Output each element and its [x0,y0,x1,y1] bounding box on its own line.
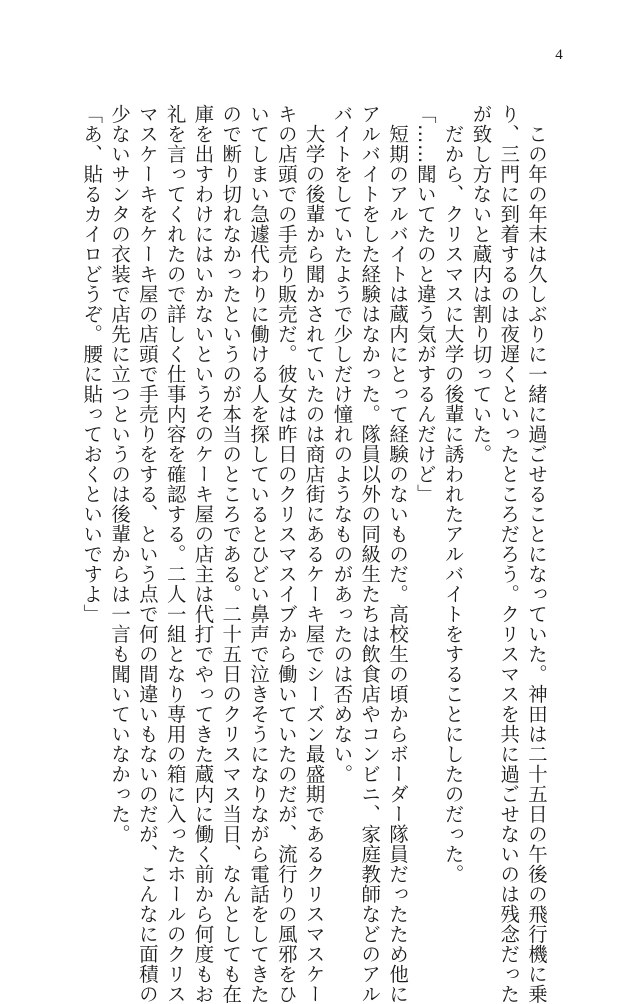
text-line: 庫を出すわけにはいかないというそのケーキ屋の店主は代打でやってきた蔵内に働く前から何度もお [191,104,215,1004]
text-line: いてしまい急遽代わりに働ける人を探しているとひどい鼻声で泣きそうになりながら電話をしてきた [247,104,271,1004]
dialogue-line: 「あ、貼るカイロどうぞ。腰に貼っておくといいですよ」 [80,104,104,624]
text-line: が致し方ないと蔵内は割り切っていた。 [469,104,493,464]
text-line: キの店頭での手売り販売だ。彼女は昨日のクリスマスイブから働いていたのだが、流行りの風邪をひ [274,104,298,1004]
text-line: この年の年末は久しぶりに一緒に過ごせることになっていた。神田は二十五日の午後の飛行機に乗 [525,104,548,1004]
vertical-body-text [80,104,550,1004]
page-number: 4 [555,47,563,63]
text-line: 大学の後輩から聞かされていたのは商店街にあるケーキ屋でシーズン最盛期であるクリスマスケー [302,104,326,1004]
text-line: 少ないサンタの衣装で店先に立つというのは後輩からは一言も聞いていなかった。 [108,104,132,844]
text-line: ので断り切れなかったというのが本当のところである。二十五日のクリスマス当日、なんとしても在 [219,104,243,1004]
text-line: バイトをしていたようで少しだけ憧れのようなものがあったのは否めない。 [330,104,354,784]
dialogue-line: 「……聞いてたのと違う気がするんだけど」 [413,104,437,504]
text-line: 礼を言ってくれたので詳しく仕事内容を確認する。二人一組となり専用の箱に入ったホールのクリス [163,104,187,1004]
text-line: だから、クリスマスに大学の後輩に誘われたアルバイトをすることにしたのだった。 [441,104,465,884]
text-line: 短期のアルバイトは蔵内にとって経験のないものだ。高校生の頃からボーダー隊員だったため他に [386,104,410,1004]
text-line: マスケーキをケーキ屋の店頭で手売りをする、という点で何の間違いもないのだが、こんなに面積の [135,104,159,1004]
text-line: り、三門に到着するのは夜遅くといったところだろう。クリスマスを共に過ごせないのは残念だった [497,104,521,1004]
text-line: アルバイトをした経験はなかった。隊員以外の同級生たちは飲食店やコンビニ、家庭教師などのアル [358,104,382,1004]
